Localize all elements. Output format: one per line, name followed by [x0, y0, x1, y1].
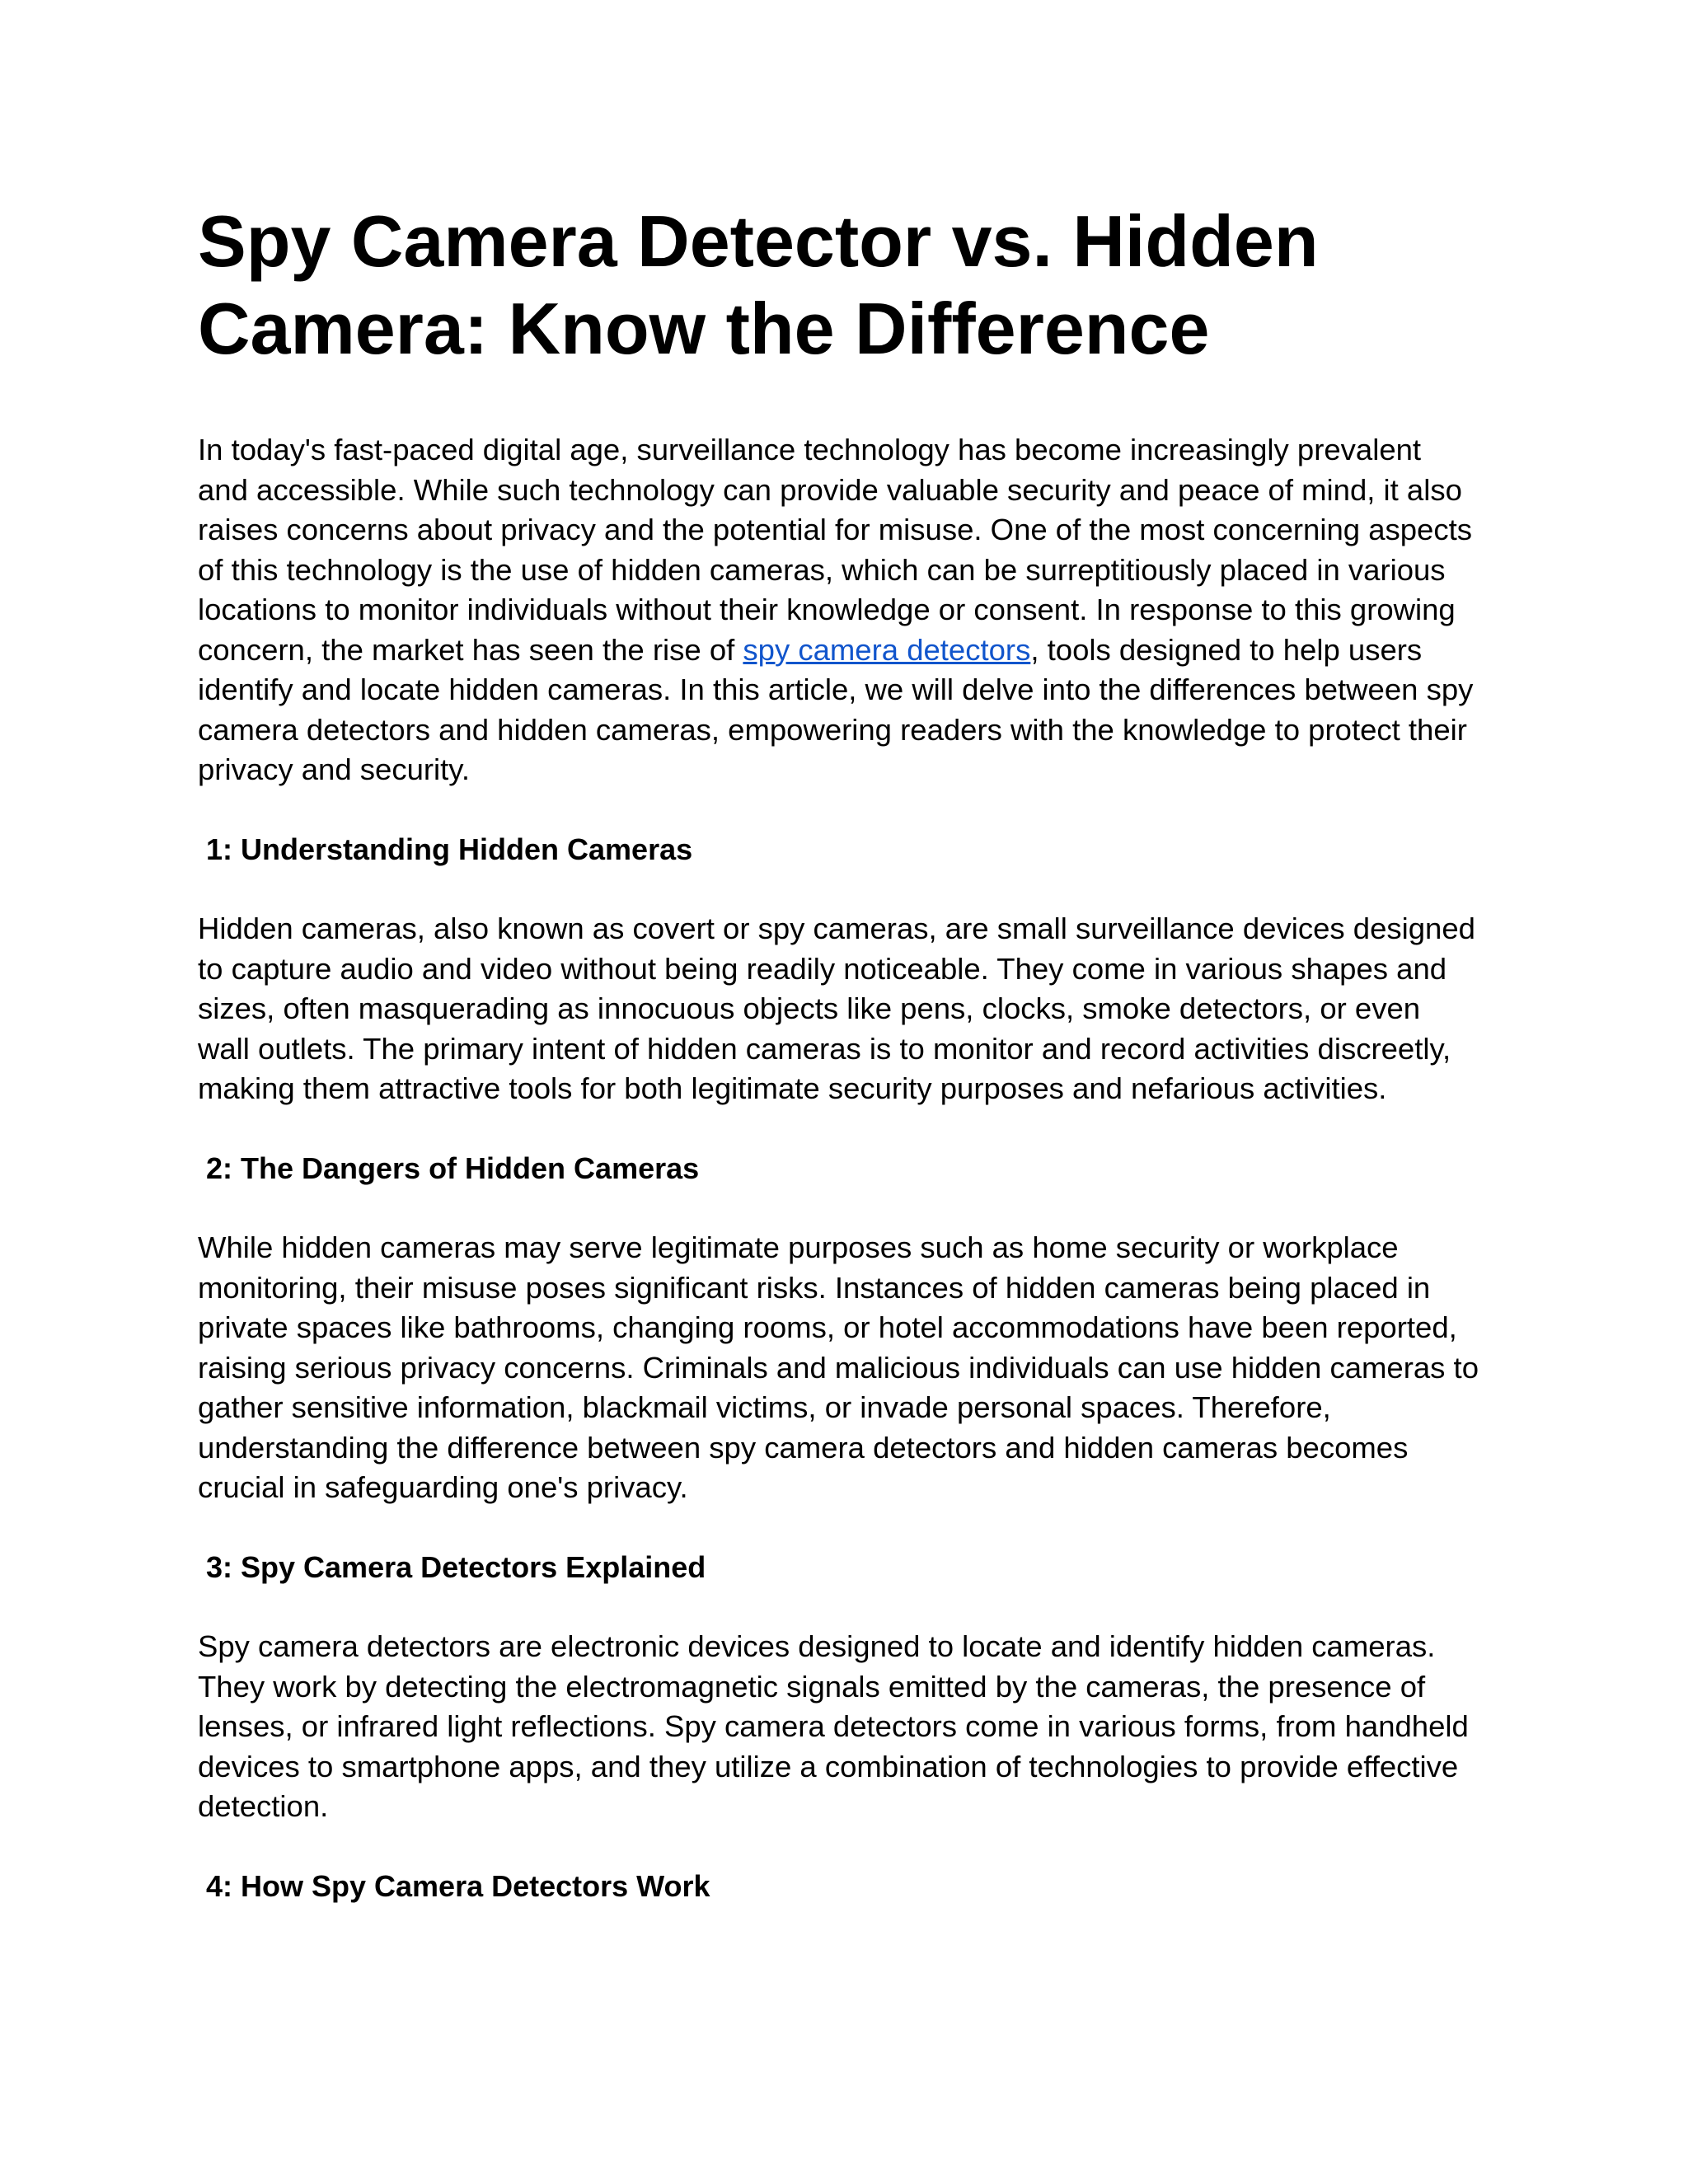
paragraph-line: making them attractive tools for both legitimate security purposes and nefarious activities.	[198, 1071, 1387, 1105]
section-heading-2: 2: The Dangers of Hidden Cameras	[206, 1151, 700, 1185]
paragraph-line: crucial in safeguarding one's privacy.	[198, 1470, 688, 1504]
paragraph-line: In today's fast-paced digital age, surveillance technology has become increasingly prevalent	[198, 433, 1422, 466]
paragraph-line: They work by detecting the electromagnetic signals emitted by the cameras, the presence of	[198, 1669, 1426, 1704]
title-line: Spy Camera Detector vs. Hidden	[198, 200, 1319, 282]
paragraph-line: raising serious privacy concerns. Criminals and malicious individuals can use hidden cameras to	[198, 1350, 1479, 1385]
intro-paragraph	[198, 430, 1500, 790]
paragraph-line: raises concerns about privacy and the potential for misuse. One of the most concerning aspects	[198, 513, 1472, 546]
paragraph-line: locations to monitor individuals without their knowledge or consent. In response to this growing	[198, 593, 1456, 626]
paragraph-line: wall outlets. The primary intent of hidden cameras is to monitor and record activities discreetly,	[198, 1031, 1451, 1066]
section-3-paragraph	[198, 1627, 1500, 1827]
section-heading-4: 4: How Spy Camera Detectors Work	[206, 1868, 710, 1903]
paragraph-line: gather sensitive information, blackmail victims, or invade personal spaces. Therefore,	[198, 1390, 1331, 1424]
paragraph-line: devices to smartphone apps, and they utilize a combination of technologies to provide effective	[198, 1749, 1459, 1783]
link-following-text: , tools designed to help users	[1030, 632, 1423, 667]
paragraph-line: detection.	[198, 1789, 329, 1823]
paragraph-line: identify and locate hidden cameras. In this article, we will delve into the differences between spy	[198, 673, 1474, 706]
page-title	[198, 198, 1500, 373]
paragraph-line: understanding the difference between spy camera detectors and hidden cameras becomes	[198, 1430, 1409, 1465]
document-page	[198, 198, 1500, 1906]
link-preceding-text: concern, the market has seen the rise of	[198, 632, 743, 667]
section-2-paragraph	[198, 1228, 1500, 1508]
section-1-paragraph	[198, 909, 1500, 1109]
paragraph-line: privacy and security.	[198, 752, 470, 786]
title-line: Camera: Know the Difference	[198, 288, 1210, 369]
paragraph-line: Spy camera detectors are electronic devices designed to locate and identify hidden cameras.	[198, 1629, 1436, 1663]
paragraph-line: sizes, often masquerading as innocuous objects like pens, clocks, smoke detectors, or even	[198, 991, 1421, 1025]
spy-camera-detectors-link[interactable]: spy camera detectors	[743, 632, 1031, 667]
paragraph-line: While hidden cameras may serve legitimate purposes such as home security or workplace	[198, 1230, 1399, 1264]
section-heading-1: 1: Understanding Hidden Cameras	[206, 832, 693, 866]
paragraph-line: monitoring, their misuse poses significant risks. Instances of hidden cameras being placed in	[198, 1270, 1431, 1305]
paragraph-line: of this technology is the use of hidden cameras, which can be surreptitiously placed in various	[198, 552, 1446, 587]
paragraph-line: and accessible. While such technology can provide valuable security and peace of mind, it also	[198, 472, 1462, 507]
section-heading-3: 3: Spy Camera Detectors Explained	[206, 1549, 706, 1584]
paragraph-line: private spaces like bathrooms, changing rooms, or hotel accommodations have been reported,	[198, 1310, 1457, 1344]
paragraph-line: camera detectors and hidden cameras, empowering readers with the knowledge to protect their	[198, 712, 1467, 747]
paragraph-line-with-link	[198, 630, 1500, 671]
paragraph-line: Hidden cameras, also known as covert or spy cameras, are small surveillance devices designed	[198, 912, 1475, 945]
paragraph-line: to capture audio and video without being readily noticeable. They come in various shapes and	[198, 951, 1447, 986]
paragraph-line: lenses, or infrared light reflections. Spy camera detectors come in various forms, from handheld	[198, 1709, 1469, 1743]
